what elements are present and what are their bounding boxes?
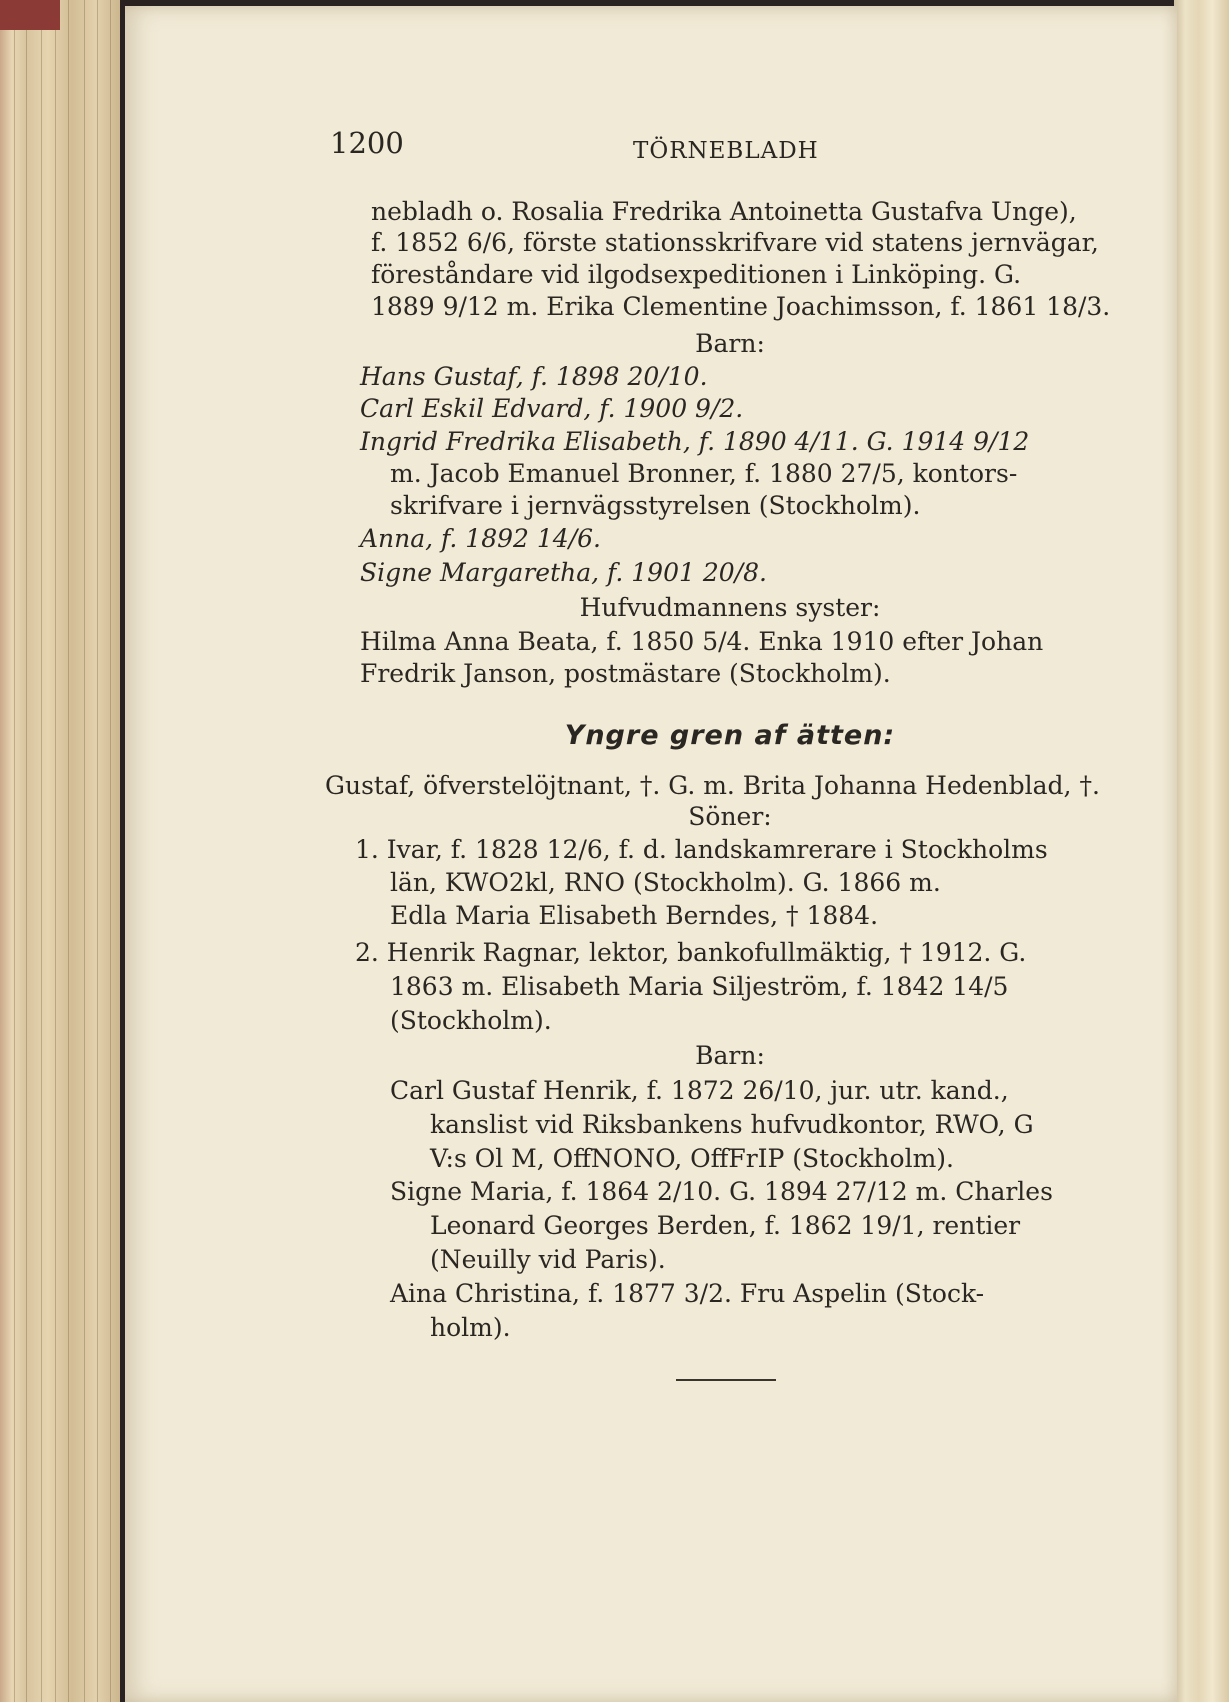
text-line: 1889 9/12 m. Erika Clementine Joachimsson, f. 1861 18/3.	[371, 292, 1111, 321]
text-line: holm).	[430, 1313, 511, 1342]
subheading-syster: Hufvudmannens syster:	[579, 593, 881, 622]
text-line: (Stockholm).	[390, 1006, 552, 1035]
text-line: Carl Eskil Edvard, f. 1900 9/2.	[360, 394, 744, 423]
running-title: TÖRNEBLADH	[633, 138, 819, 164]
text-line: Edla Maria Elisabeth Berndes, † 1884.	[390, 901, 879, 930]
page-number: 1200	[330, 126, 404, 160]
text-line: Fredrik Janson, postmästare (Stockholm).	[360, 659, 891, 688]
subheading-barn-2: Barn:	[695, 1041, 765, 1070]
text-line: Ingrid Fredrika Elisabeth, f. 1890 4/11. G. 1914 9/12	[360, 427, 1030, 456]
text-line: skrifvare i jernvägsstyrelsen (Stockholm).	[390, 491, 921, 520]
text-line: (Neuilly vid Paris).	[430, 1245, 666, 1274]
end-rule	[676, 1379, 776, 1381]
text-line: Leonard Georges Berden, f. 1862 19/1, rentier	[430, 1211, 1021, 1240]
text-line: 1. Ivar, f. 1828 12/6, f. d. landskamrerare i Stockholms	[355, 835, 1048, 864]
cover-corner	[0, 0, 60, 30]
text-line: 1863 m. Elisabeth Maria Siljeström, f. 1842 14/5	[390, 972, 1009, 1001]
text-line: Hilma Anna Beata, f. 1850 5/4. Enka 1910 efter Johan	[360, 627, 1044, 656]
text-line: Aina Christina, f. 1877 3/2. Fru Aspelin (Stock-	[390, 1279, 985, 1308]
text-line: Hans Gustaf, f. 1898 20/10.	[360, 362, 708, 391]
text-line: Signe Margaretha, f. 1901 20/8.	[360, 558, 767, 587]
text-line: 2. Henrik Ragnar, lektor, bankofullmäktig, † 1912. G.	[355, 938, 1027, 967]
text-line: Signe Maria, f. 1864 2/10. G. 1894 27/12 m. Charles	[390, 1177, 1053, 1206]
text-line: Carl Gustaf Henrik, f. 1872 26/10, jur. utr. kand.,	[390, 1076, 1009, 1105]
subheading-soner: Söner:	[688, 802, 772, 831]
text-line: Anna, f. 1892 14/6.	[360, 524, 601, 553]
subheading-barn: Barn:	[695, 329, 765, 358]
text-line: f. 1852 6/6, förste stationsskrifvare vid statens jernvägar,	[371, 228, 1099, 257]
text-line: nebladh o. Rosalia Fredrika Antoinetta Gustafva Unge),	[371, 197, 1077, 226]
text-line: föreståndare vid ilgodsexpeditionen i Linköping. G.	[371, 260, 1022, 289]
text-line: kanslist vid Riksbankens hufvudkontor, RWO, G	[430, 1110, 1034, 1139]
text-line: Gustaf, öfverstelöjtnant, †. G. m. Brita Johanna Hedenblad, †.	[325, 771, 1100, 800]
page-edges-left	[0, 0, 120, 1702]
text-line: V:s Ol M, OffNONO, OffFrIP (Stockholm).	[430, 1144, 954, 1173]
text-line: m. Jacob Emanuel Bronner, f. 1880 27/5, kontors-	[390, 459, 1018, 488]
page-edges-right	[1174, 0, 1229, 1702]
text-line: län, KWO2kl, RNO (Stockholm). G. 1866 m.	[390, 868, 941, 897]
section-heading: Yngre gren af ätten:	[564, 720, 896, 751]
